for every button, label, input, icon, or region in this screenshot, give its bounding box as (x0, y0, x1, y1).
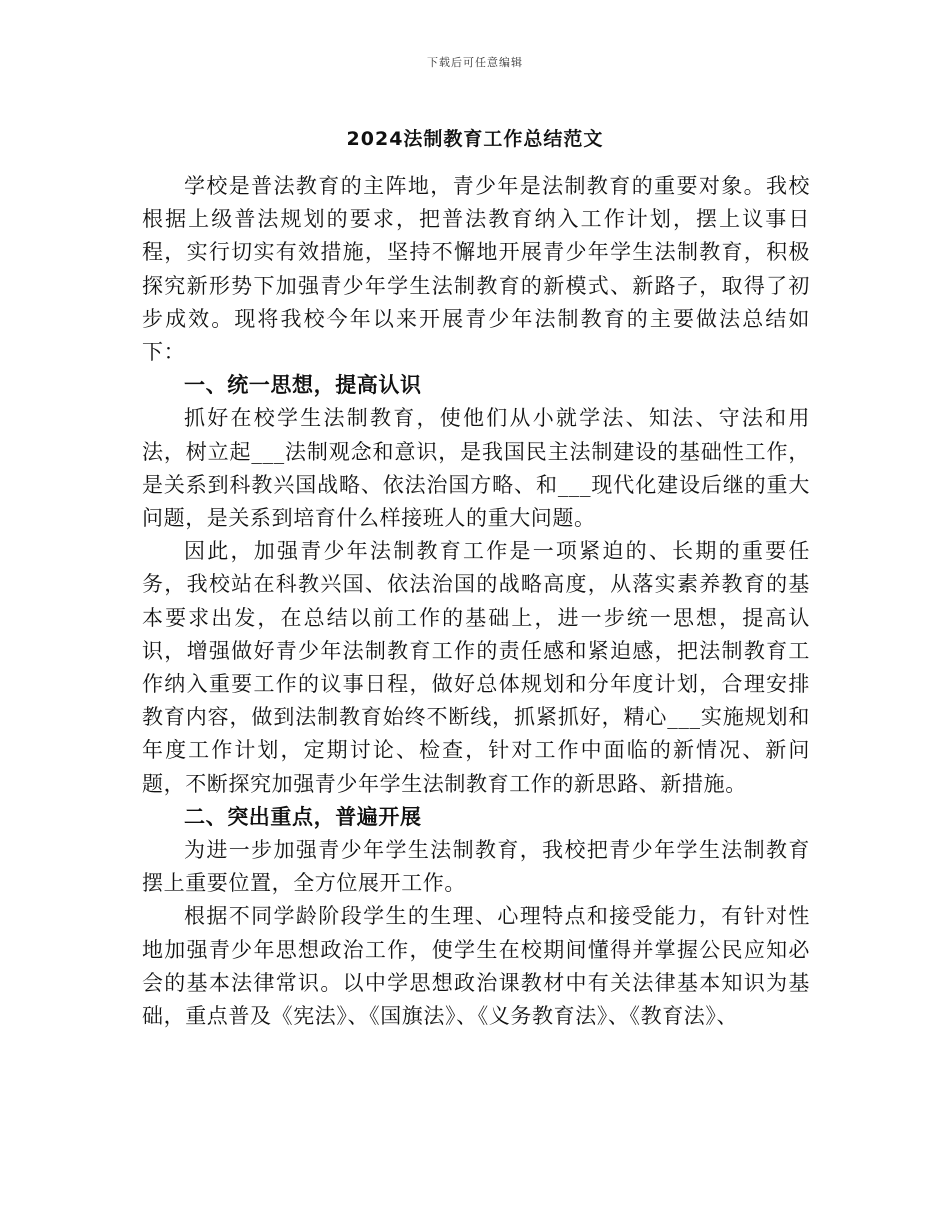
body-paragraph: 因此，加强青少年法制教育工作是一项紧迫的、长期的重要任务，我校站在科教兴国、依法治国的战略高度，从落实素养教育的基本要求出发，在总结以前工作的基础上，进一步统一思想，提高认识，增强做好青少年法制教育工作的责任感和紧迫感，把法制教育工作纳入重要工作的议事日程，做好总体规划和分年度计划，合理安排教育内容，做到法制教育始终不断线，抓紧抓好，精心___实施规划和年度工作计划，定期讨论、检查，针对工作中面临的新情况、新问题，不断探究加强青少年学生法制教育工作的新思路、新措施。 (142, 539, 810, 796)
section-heading-1: 一、统一思想，提高认识 (184, 373, 422, 398)
intro-paragraph: 学校是普法教育的主阵地，青少年是法制教育的重要对象。我校根据上级普法规划的要求，把普法教育纳入工作计划，摆上议事日程，实行切实有效措施，坚持不懈地开展青少年学生法制教育，积极探究新形势下加强青少年学生法制教育的新模式、新路子，取得了初步成效。现将我校今年以来开展青少年法制教育的主要做法总结如下： (142, 174, 810, 365)
document-body (142, 170, 810, 1033)
body-paragraph: 根据不同学龄阶段学生的生理、心理特点和接受能力，有针对性地加强青少年思想政治工作，使学生在校期间懂得并掌握公民应知必会的基本法律常识。以中学思想政治课教材中有关法律基本知识为基础，重点普及《宪法》、《国旗法》、《义务教育法》、《教育法》、 (142, 904, 810, 1029)
body-paragraph: 为进一步加强青少年学生法制教育，我校把青少年学生法制教育摆上重要位置，全方位展开工作。 (142, 838, 810, 896)
page-header-note: 下载后可任意编辑 (427, 56, 523, 69)
section-heading-2: 二、突出重点，普遍开展 (184, 804, 422, 829)
body-paragraph: 抓好在校学生法制教育，使他们从小就学法、知法、守法和用法，树立起___法制观念和意识，是我国民主法制建设的基础性工作，是关系到科教兴国战略、依法治国方略、和___现代化建设后继的重大问题，是关系到培育什么样接班人的重大问题。 (142, 406, 810, 531)
document-title: 2024法制教育工作总结范文 (346, 128, 604, 150)
